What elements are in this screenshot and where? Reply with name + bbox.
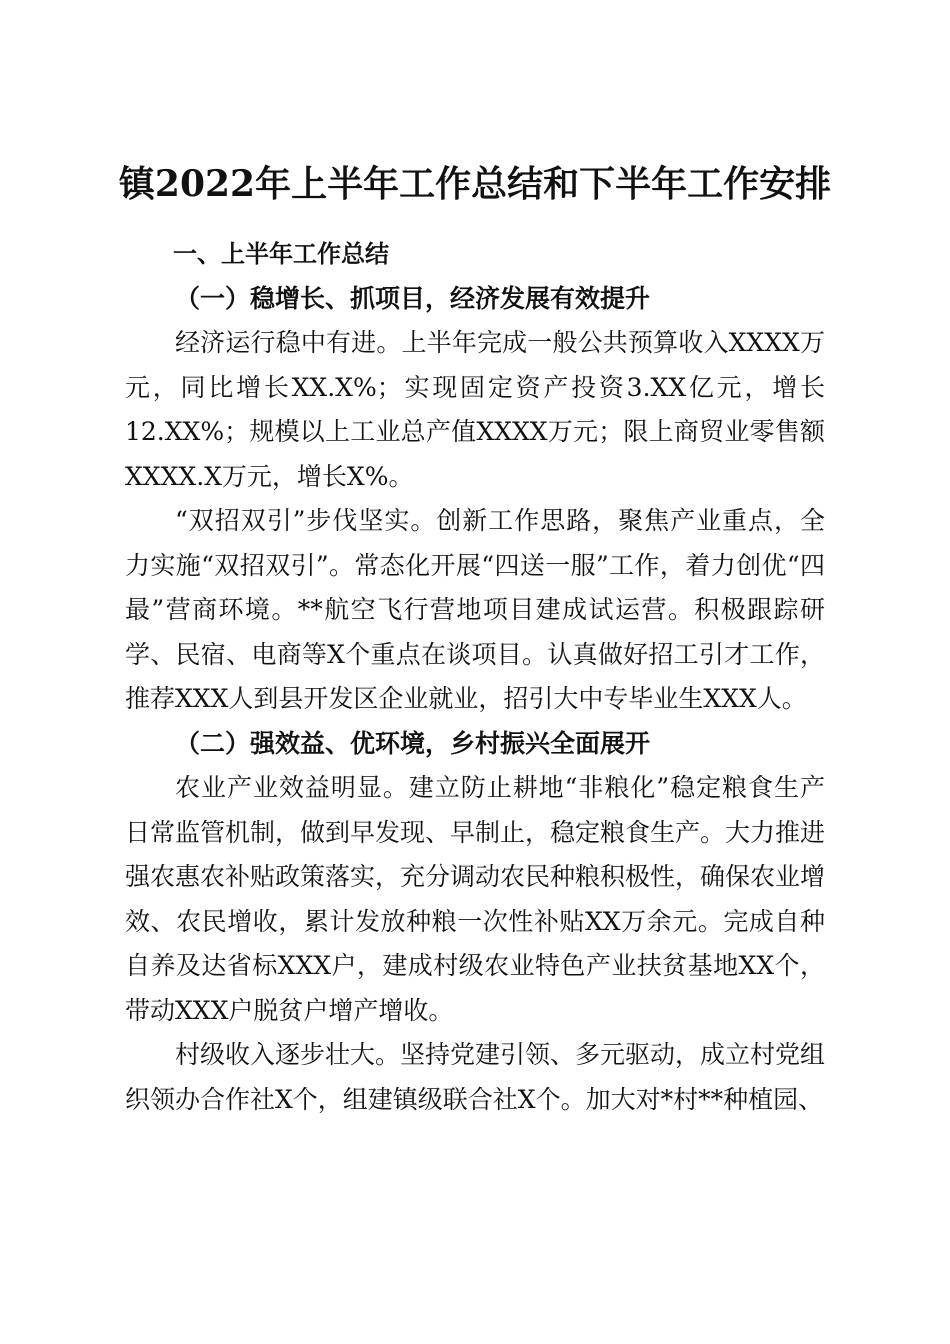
paragraph: “双招双引”步伐坚实。创新工作思路，聚焦产业重点，全力实施“双招双引”。常态化开展“四送一服”工作，着力创优“四最”营商环境。**航空飞行营地项目建成试运营。积极跟踪研学、民宿、电商等X个重点在谈项目。认真做好招工引才工作，推荐XXX人到县开发区企业就业，招引大中专毕业生XXX人。 [125, 506, 825, 713]
document-body [125, 232, 825, 1122]
subsection-heading: （二）强效益、优环境，乡村振兴全面展开 [175, 728, 651, 758]
document-title: 镇2022年上半年工作总结和下半年工作安排 [118, 163, 832, 206]
section-heading: 一、上半年工作总结 [173, 240, 389, 268]
paragraph: 经济运行稳中有进。上半年完成一般公共预算收入XXXX万元，同比增长XX.X%；实现固定资产投资3.XX亿元，增长12.XX%；规模以上工业总产值XXXX万元；限上商贸业零售额XXXX.X万元，增长X%。 [125, 328, 825, 491]
subsection-heading: （一）稳增长、抓项目，经济发展有效提升 [175, 283, 651, 313]
paragraph: 村级收入逐步壮大。坚持党建引领、多元驱动，成立村党组织领办合作社X个，组建镇级联合社X个。加大对*村**种植园、 [125, 1040, 826, 1114]
paragraph: 农业产业效益明显。建立防止耕地“非粮化”稳定粮食生产日常监管机制，做到早发现、早制止，稳定粮食生产。大力推进强农惠农补贴政策落实，充分调动农民种粮积极性，确保农业增效、农民增收，累计发放种粮一次性补贴XX万余元。完成自种自养及达省标XXX户，建成村级农业特色产业扶贫基地XX个，带动XXX户脱贫户增产增收。 [125, 773, 826, 1025]
